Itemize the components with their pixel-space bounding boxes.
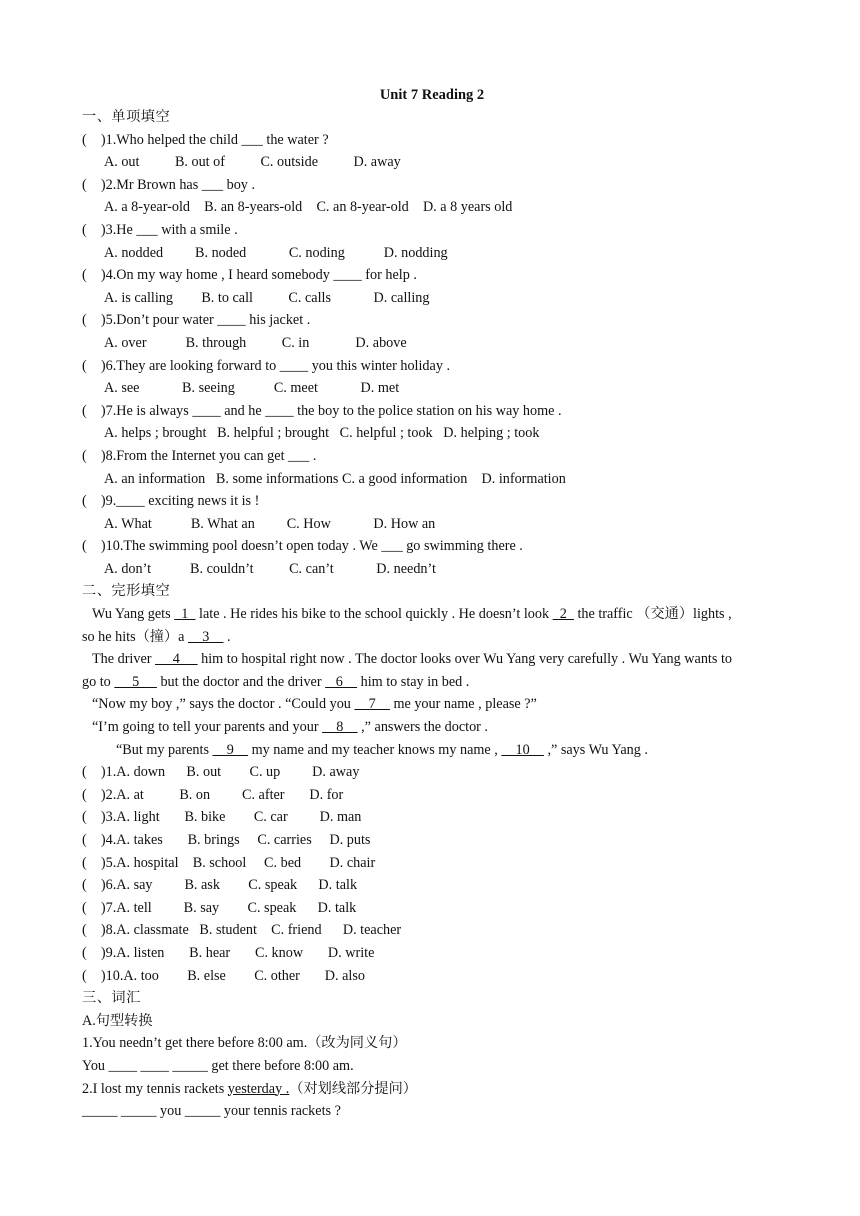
cloze-choices	[82, 761, 782, 987]
section-1-heading: 一、单项填空	[82, 109, 171, 125]
cloze-choice-row: ( )10.A. too B. else C. other D. also	[82, 967, 365, 984]
cloze-choice-row: ( )1.A. down B. out C. up D. away	[82, 764, 360, 781]
passage-text: “Now my boy ,” says the doctor . “Could you	[92, 696, 355, 713]
question-stem: ( )7.He is always ____ and he ____ the boy to the police station on his way home .	[82, 402, 562, 419]
vocab-line	[82, 1100, 782, 1123]
question-options: A. over B. through C. in D. above	[104, 334, 407, 351]
question-stem: ( )4.On my way home , I heard somebody ____ for help .	[82, 267, 417, 284]
question-stem: ( )1.Who helped the child ___ the water ?	[82, 131, 329, 148]
section-1-questions	[82, 129, 782, 581]
page-title: Unit 7 Reading 2	[379, 87, 485, 103]
cloze-choice-row: ( )7.A. tell B. say C. speak D. talk	[82, 899, 357, 916]
question-stem: ( )8.From the Internet you can get ___ .	[82, 447, 317, 464]
passage-text: ,” answers the doctor .	[357, 719, 488, 736]
question-stem: ( )2.Mr Brown has ___ boy .	[82, 176, 255, 193]
passage-line	[82, 626, 782, 649]
blank-number: 9	[212, 741, 249, 758]
cloze-choice-row: ( )6.A. say B. ask C. speak D. talk	[82, 877, 358, 894]
passage-line	[82, 648, 782, 671]
vocab-text: 2.I lost my tennis rackets	[82, 1080, 228, 1097]
section-2-heading: 二、完形填空	[82, 583, 171, 600]
section-3-heading: 三、词汇	[82, 990, 141, 1007]
question-options: A. is calling B. to call C. calls D. calling	[104, 289, 430, 306]
blank-number: 6	[325, 673, 358, 690]
question-stem: ( )10.The swimming pool doesn’t open today . We ___ go swimming there .	[82, 538, 523, 555]
passage-text: the traffic （交通）lights ,	[573, 606, 732, 623]
question-options: A. What B. What an C. How D. How an	[104, 515, 436, 532]
passage-text: .	[223, 628, 231, 645]
worksheet	[82, 84, 782, 1123]
passage-text: Wu Yang gets	[92, 606, 175, 623]
passage-line	[82, 671, 782, 694]
vocab-text: （对划线部分提问）	[289, 1080, 417, 1097]
question-options: A. helps ; brought B. helpful ; brought C. helpful ; took D. helping ; took	[104, 425, 540, 442]
vocab-line	[82, 1055, 782, 1078]
passage-line	[82, 739, 782, 762]
question-stem: ( )9.____ exciting news it is !	[82, 493, 260, 510]
blank-number: 4	[155, 651, 198, 668]
cloze-choice-row: ( )5.A. hospital B. school C. bed D. chair	[82, 854, 376, 871]
blank-number: 2	[552, 606, 574, 623]
question-options: A. a 8-year-old B. an 8-years-old C. an 8-year-old D. a 8 years old	[104, 199, 513, 216]
passage-text: him to stay in bed .	[357, 673, 470, 690]
vocab-line	[82, 1032, 782, 1055]
passage-text: me your name , please ?”	[389, 696, 537, 713]
underlined-text: yesterday .	[227, 1080, 290, 1097]
vocab-text: 1.You needn’t get there before 8:00 am.（改为同义句）	[82, 1035, 407, 1052]
blank-number: 5	[114, 673, 157, 690]
passage-text: him to hospital right now . The doctor looks over Wu Yang very carefully . Wu Yang wants to	[197, 651, 732, 668]
blank-number: 10	[501, 741, 544, 758]
question-options: A. an information B. some informations C. a good information D. information	[104, 470, 566, 487]
cloze-choice-row: ( )4.A. takes B. brings C. carries D. puts	[82, 832, 371, 848]
question-stem: ( )3.He ___ with a smile .	[82, 221, 238, 238]
cloze-choice-row: ( )3.A. light B. bike C. car D. man	[82, 809, 362, 826]
passage-line	[82, 716, 782, 739]
cloze-choice-row: ( )2.A. at B. on C. after D. for	[82, 786, 344, 803]
passage-text: “But my parents	[116, 741, 213, 758]
question-options: A. see B. seeing C. meet D. met	[104, 380, 400, 397]
blank-number: 1	[174, 606, 196, 623]
question-options: A. nodded B. noded C. noding D. nodding	[104, 244, 448, 261]
passage-line	[82, 693, 782, 716]
question-options: A. don’t B. couldn’t C. can’t D. needn’t	[104, 560, 436, 577]
blank-number: 7	[354, 696, 390, 713]
passage-text: so he hits（撞）a	[82, 628, 189, 645]
passage-text: go to	[82, 673, 115, 690]
cloze-choice-row: ( )9.A. listen B. hear C. know D. write	[82, 944, 375, 961]
passage-text: late . He rides his bike to the school quickly . He doesn’t look	[195, 606, 553, 623]
passage-line	[82, 603, 782, 626]
passage-text: “I’m going to tell your parents and your	[92, 719, 323, 736]
vocab-text: _____ _____ you _____ your tennis rackets ?	[82, 1103, 341, 1120]
cloze-passage	[82, 603, 782, 761]
vocab-text: You ____ ____ _____ get there before 8:00 am.	[82, 1057, 354, 1074]
cloze-choice-row: ( )8.A. classmate B. student C. friend D. teacher	[82, 922, 402, 939]
vocab-items	[82, 1032, 782, 1122]
question-options: A. out B. out of C. outside D. away	[104, 154, 401, 171]
passage-text: my name and my teacher knows my name ,	[248, 741, 502, 758]
blank-number: 8	[322, 719, 358, 736]
question-stem: ( )5.Don’t pour water ____ his jacket .	[82, 312, 311, 329]
passage-text: The driver	[92, 651, 156, 668]
vocab-line	[82, 1078, 782, 1101]
passage-text: but the doctor and the driver	[156, 673, 326, 690]
question-stem: ( )6.They are looking forward to ____ you this winter holiday .	[82, 357, 451, 374]
blank-number: 3	[188, 628, 224, 645]
passage-text: ,” says Wu Yang .	[543, 741, 648, 758]
section-3-subheading: A.句型转换	[82, 1012, 153, 1029]
